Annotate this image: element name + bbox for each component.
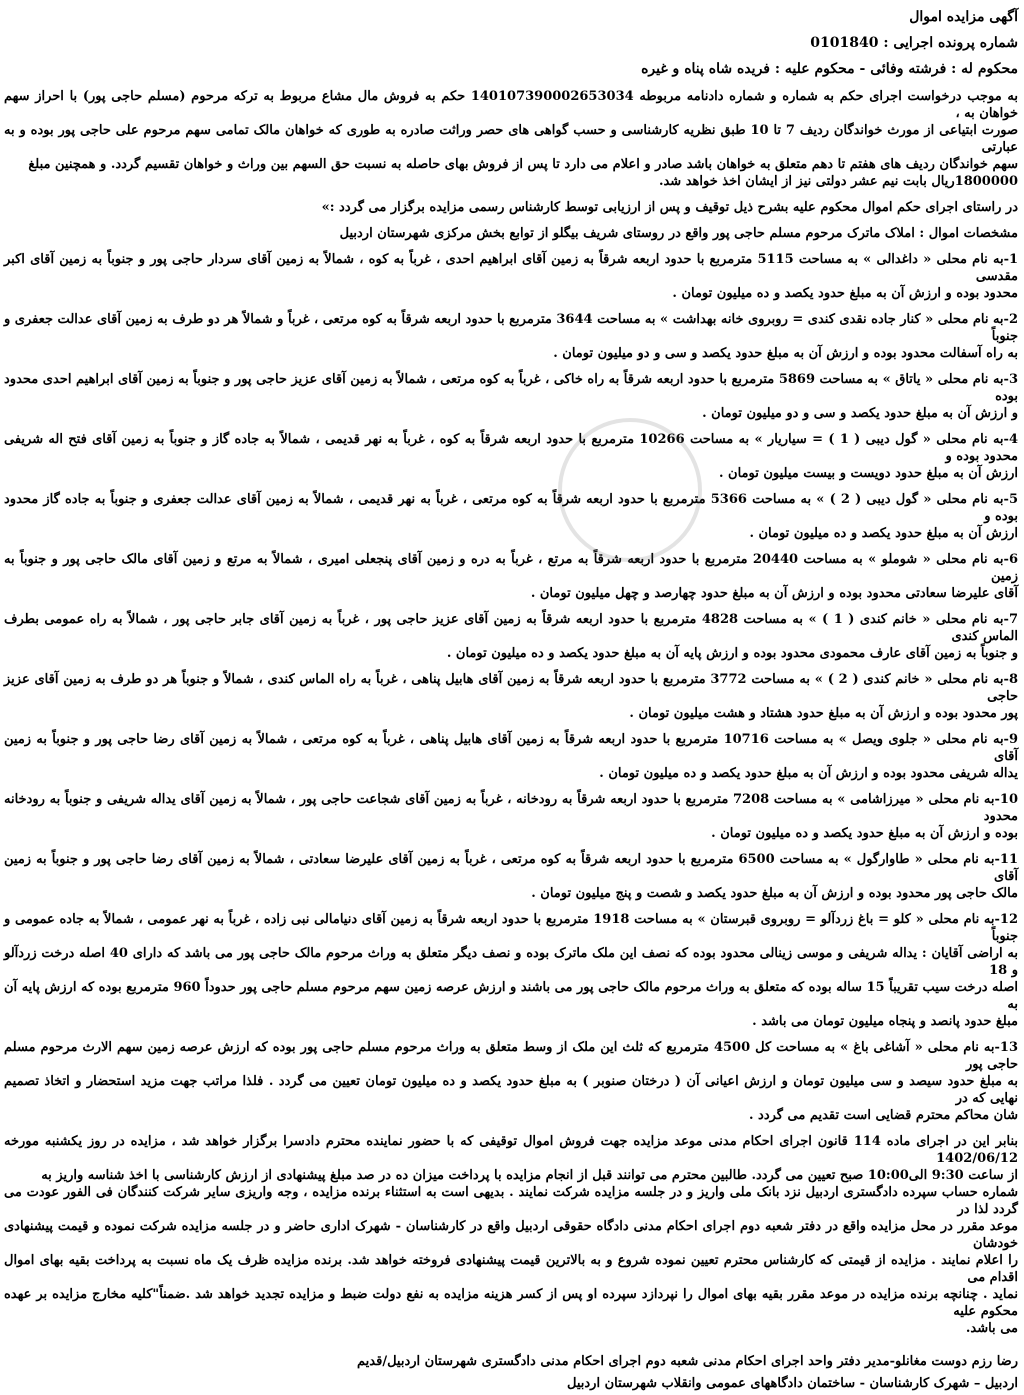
property-line: مبلغ حدود پانصد و پنجاه میلیون تومان می باشد . <box>752 1014 1018 1029</box>
property-line: ارزش آن به مبلغ حدود یکصد و ده میلیون تومان . <box>749 526 1018 541</box>
property-line: 1-به نام محلی « داغدالی » به مساحت 5115 مترمربع با حدود اربعه شرقاً به زمین آقای ابراهیم احدی ، غرباً به کوه ، شمالاً به زمین آقای سردار حاجی پور و جنوباً به زمین آقای اکبر مقدسی <box>4 252 1019 284</box>
specs-line: مشخصات اموال : املاک ماترک مرحوم مسلم حاجی پور واقع در روستای شریف بیگلو از توابع بخش مرکزی شهرستان اردبیل <box>339 226 1018 241</box>
property-item <box>4 1039 1018 1124</box>
property-item <box>4 611 1018 662</box>
notice-line: نماید . چنانچه برنده مزایده در موعد مقرر بقیه بهای اموال را نپردازد سپرده او پس از کسر هزینه مزایده به نفع دولت ضبط و مزایده تجدید خواهد شد .ضمناً"کلیه مخارج مزایده بر عهده محکوم علیه <box>4 1287 1018 1319</box>
property-line: 13-به نام محلی « آشاغی باغ » به مساحت کل 4500 مترمربع که ثلث این ملک از وسط متعلق به وراث مرحوم مسلم حاجی پور بوده که ارزش عرصه زمین سهم الارث مرحوم مسلم حاجی پور <box>4 1040 1018 1072</box>
property-line: اصله درخت سیب تقریباً 15 ساله بوده که متعلق به وراث مرحوم مالک حاجی پور می باشند و ارزش عرصه زمین سهم مرحوم مسلم حاجی پور حدوداً 960 مترمربع بوده که ارزش پایه آن به <box>4 980 1018 1012</box>
auction-notice-paragraph <box>4 1133 1018 1337</box>
property-line: محدود بوده و ارزش آن به مبلغ حدود یکصد و ده میلیون تومان . <box>672 286 1018 301</box>
property-line: 5-به نام محلی « گول دیبی ( 2 ) » به مساحت 5366 مترمربع با حدود اربعه شرقاً به کوه مرتعی ، غرباً به نهر قدیمی ، شمالاً به زمین آقای عدالت جعفری و جنوباً به جاده گاز محدود بوده و <box>4 492 1018 524</box>
property-item <box>4 491 1018 542</box>
notice-line: موعد مقرر در محل مزایده واقع در دفتر شعبه دوم اجرای احکام مدنی دادگاه حقوقی اردبیل واقع در کارشناسان - شهرک اداری حاضر و در جلسه مزایده شرکت نموده و قیمت پیشنهادی خودشان <box>4 1219 1018 1251</box>
property-line: به اراضی آقایان : یداله شریفی و موسی زینالی محدود بوده که نصف این ملک ماترک بوده و نصف دیگر متعلق به وراث مرحوم مالک حاجی پور می باشد که دارای 40 اصله درخت زردآلو و 18 <box>4 946 1018 978</box>
property-line: ارزش آن به مبلغ حدود دویست و بیست میلیون تومان . <box>718 466 1018 481</box>
property-line: 11-به نام محلی « طاوارگول » به مساحت 6500 مترمربع با حدود اربعه شرقاً به کوه مرتعی ، غرباً به زمین آقای علیرضا سعادتی ، شمالاً به زمین آقای رضا حاجی پور و جنوباً به زمین آقای <box>4 852 1018 884</box>
property-line: یداله شریفی محدود بوده و ارزش آن به مبلغ حدود یکصد و ده میلیون تومان . <box>599 766 1018 781</box>
auction-notice-document <box>4 6 1019 1391</box>
property-item <box>4 311 1018 362</box>
property-item <box>4 251 1018 302</box>
notice-title: آگهی مزایده اموال <box>909 9 1018 25</box>
property-item <box>4 371 1018 422</box>
property-line: 3-به نام محلی « یاتاق » به مساحت 5869 مترمربع با حدود اربعه شرقاً به راه خاکی ، غرباً به کوه مرتعی ، شمالاً به زمین آقای عزیز حاجی پور و جنوباً به زمین آقای ابراهیم احدی محدود بوده <box>4 372 1018 404</box>
intro-line: صورت ابتیاعی از مورث خواندگان ردیف 7 تا 10 طبق نظریه کارشناسی و حسب گواهی های حصر وراثت صادره به طوری که خواهان مالک تمامی سهم مرحوم علی حاجی پور بوده و به عبارتی <box>4 123 1018 155</box>
execution-line: در راستای اجرای حکم اموال محکوم علیه بشرح ذیل توقیف و پس از ارزیابی توسط کارشناس رسمی مزایده برگزار می گردد :» <box>321 200 1018 215</box>
specs-paragraph <box>4 225 1018 242</box>
document-footer <box>4 1351 1018 1395</box>
intro-line: 1800000ریال بابت نیم عشر دولتی نیز از ایشان اخذ خواهد شد. <box>658 174 1018 189</box>
property-line: 2-به نام محلی « کنار جاده نقدی کندی = روبروی خانه بهداشت » به مساحت 3644 مترمربع با حدود اربعه شرقاً به کوه مرتعی ، غرباً و شمالاً هر دو طرف به زمین آقای عدالت جعفری و جنوباً <box>4 312 1018 344</box>
property-line: 4-به نام محلی « گول دیبی ( 1 ) = سیاریار » به مساحت 10266 مترمربع با حدود اربعه شرقاً به کوه ، غرباً به نهر قدیمی ، شمالاً به جاده گاز و جنوباً به زمین آقای فتح اله شریفی محدود بوده و <box>4 432 1018 464</box>
property-item <box>4 791 1018 842</box>
property-line: بوده و ارزش آن به مبلغ حدود یکصد و ده میلیون تومان . <box>711 826 1018 841</box>
property-item <box>4 851 1018 902</box>
property-line: و جنوباً به زمین آقای عارف محمودی محدود بوده و ارزش پایه آن به مبلغ حدود یکصد و ده میلیون تومان . <box>446 646 1018 661</box>
notice-line: شماره حساب سپرده دادگستری اردبیل نزد بانک ملی واریز و در جلسه مزایده شرکت نمایند . بدیهی است به استثناء برنده مزایده ، وجه واریزی سایر شرکت کنندگان فی الفور عودت می گردد لذا در <box>4 1185 1018 1217</box>
property-line: به راه آسفالت محدود بوده و ارزش آن به مبلغ حدود یکصد و سی و دو میلیون تومان . <box>553 346 1018 361</box>
property-line: پور محدود بوده و ارزش آن به مبلغ حدود هشتاد و هشت میلیون تومان . <box>629 706 1018 721</box>
property-item <box>4 731 1018 782</box>
signature-line: رضا رزم دوست مغانلو-مدیر دفتر واحد اجرای احکام مدنی شعبه دوم اجرای احکام مدنی دادگستری شهرستان اردبیل/قدیم <box>357 1354 1018 1369</box>
property-line: به مبلغ حدود سیصد و سی میلیون تومان و ارزش اعیانی آن ( درختان صنوبر ) به مبلغ حدود یکصد و ده میلیون تومان تعیین می گردد . فلذا مراتب جهت مزید استحضار و اتخاذ تصمیم نهایی که در <box>4 1074 1018 1106</box>
notice-line: بنابر این در اجرای ماده 114 قانون اجرای احکام مدنی موعد مزایده جهت فروش اموال توقیفی که با حضور نماینده محترم دادسرا برگزار خواهد شد ، مزایده در روز یکشنبه مورخه 1402/06/12 <box>4 1134 1018 1166</box>
property-line: 7-به نام محلی « خانم کندی ( 1 ) » به مساحت 4828 مترمربع با حدود اربعه شرقاً به زمین آقای عزیز حاجی پور ، غرباً به زمین آقای جابر حاجی پور ، شمالاً به راه عمومی بطرف الماس کندی <box>4 612 1018 644</box>
address-line: اردبیل – شهرک کارشناسان - ساختمان دادگاههای عمومی وانقلاب شهرستان اردبیل <box>567 1376 1018 1391</box>
property-line: مالک حاجی پور محدود بوده و ارزش آن به مبلغ حدود یکصد و شصت و پنج میلیون تومان . <box>531 886 1018 901</box>
file-number: شماره پرونده اجرایی : 0101840 <box>810 35 1018 51</box>
property-line: 12-به نام محلی « کلو = باغ زردآلو = روبروی قبرستان » به مساحت 1918 مترمربع با حدود اربعه شرقاً به زمین آقای دنیامالی نبی زاده ، غرباً به نهر عمومی ، شمالاً به جاده عمومی و جنوباً <box>4 912 1018 944</box>
property-line: شان محاکم محترم قضایی است تقدیم می گردد . <box>749 1108 1018 1123</box>
execution-paragraph <box>4 199 1018 216</box>
parties: محکوم له : فرشته وفائی - محکوم علیه : فریده شاه پناه و غیره <box>641 61 1018 77</box>
property-list <box>4 251 1018 1124</box>
intro-line: به موجب درخواست اجرای حکم به شماره و شماره دادنامه مربوطه 140107390002653034 حکم به فروش مال مشاع مربوط به ترکه مرحوم (مسلم حاجی پور) با احراز سهم خواهان به ، <box>4 89 1018 121</box>
intro-paragraph <box>4 88 1018 190</box>
document-header <box>4 6 1018 80</box>
notice-line: را اعلام نمایند . مزایده از قیمتی که کارشناس محترم تعیین نموده شروع و به بالاترین قیمت پیشنهادی فروخته خواهد شد. برنده مزایده ظرف یک ماه نسبت به پرداخت بقیه بهای اموال اقدام می <box>4 1253 1018 1285</box>
property-line: و ارزش آن به مبلغ حدود یکصد و سی و دو میلیون تومان . <box>702 406 1018 421</box>
property-item <box>4 911 1018 1030</box>
property-item <box>4 431 1018 482</box>
notice-line: می باشد. <box>965 1321 1018 1336</box>
property-line: 10-به نام محلی « میرزاشامی » به مساحت 7208 مترمربع با حدود اربعه شرقاً به رودخانه ، غرباً به زمین آقای شجاعت حاجی پور ، شمالاً به زمین آقای یداله شریفی و جنوباً به رودخانه محدود <box>4 792 1018 824</box>
intro-line: سهم خواندگان ردیف های هفتم تا دهم متعلق به خواهان باشد صادر و اعلام می دارد تا پس از فروش بهای حاصله به نسبت حق السهم بین وراث و خواهان تقسیم گردد. و همچنین مبلغ <box>28 157 1018 172</box>
property-line: 6-به نام محلی « شوملو » به مساحت 20440 مترمربع با حدود اربعه شرقاً به مرتع ، غرباً به دره و زمین آقای پنجعلی امیری ، شمالاً به مرتع و زمین آقای مالک حاجی پور و جنوباً به زمین <box>4 552 1018 584</box>
property-line: آقای علیرضا سعادتی محدود بوده و ارزش آن به مبلغ حدود چهارصد و چهل میلیون تومان . <box>530 586 1018 601</box>
property-line: 8-به نام محلی « خانم کندی ( 2 ) » به مساحت 3772 مترمربع با حدود اربعه شرقاً به زمین آقای هابیل پناهی ، غرباً به راه الماس کندی ، شمالاً و جنوباً هر دو طرف به زمین آقای عزیز حاجی <box>4 672 1018 704</box>
notice-line: از ساعت 9:30 الی10:00 صبح تعیین می گردد. طالبین محترم می توانند قبل از انجام مزایده با پرداخت میزان ده در صد مبلغ پیشنهادی از ارزش کارشناسی با اخذ شناسه واریز به <box>41 1168 1018 1183</box>
property-line: 9-به نام محلی « جلوی ویصل » به مساحت 10716 مترمربع با حدود اربعه شرقاً به زمین آقای هابیل پناهی ، غرباً به کوه مرتعی ، شمالاً به زمین آقای رضا حاجی پور و جنوباً به زمین آقای <box>4 732 1019 764</box>
property-item <box>4 671 1018 722</box>
property-item <box>4 551 1018 602</box>
